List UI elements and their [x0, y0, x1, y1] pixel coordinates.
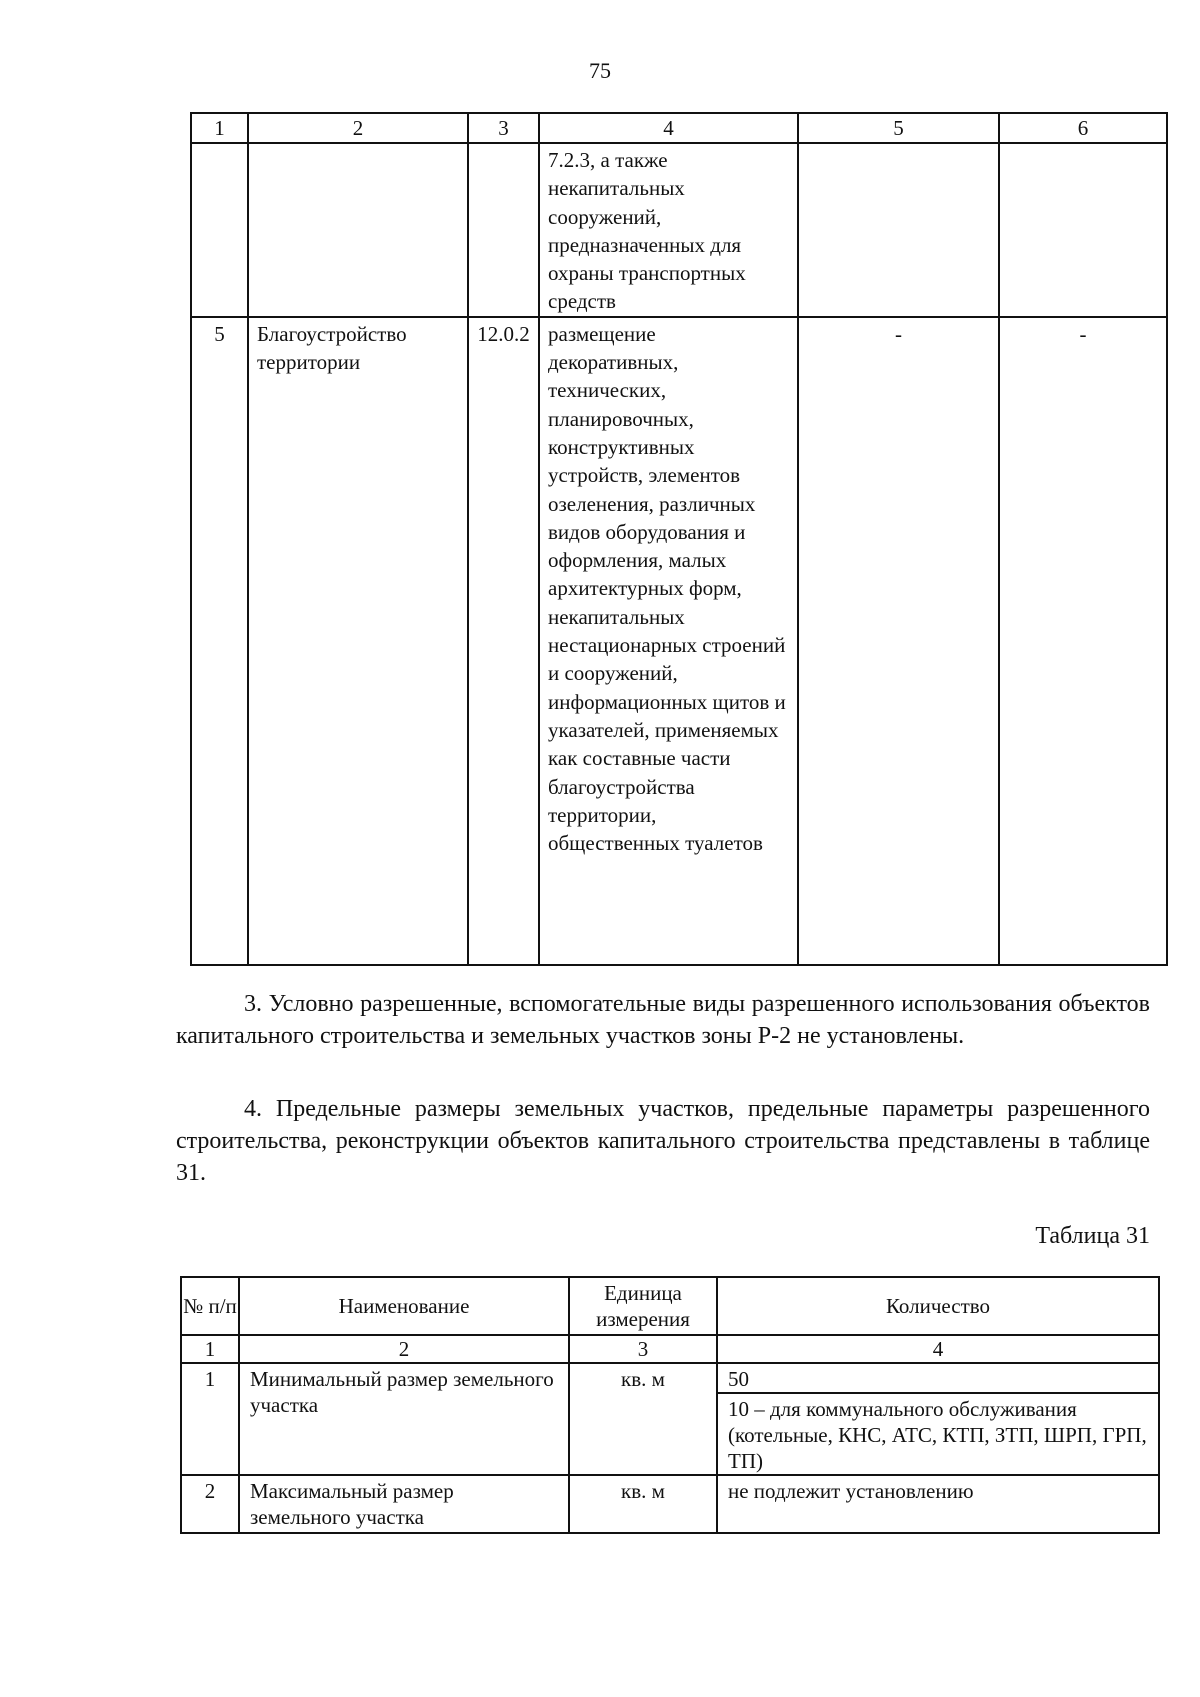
param-name: Максимальный размер земельного участка — [239, 1475, 569, 1533]
column-number: 1 — [181, 1335, 239, 1363]
param-unit: кв. м — [569, 1475, 717, 1533]
paragraph-4-text: 4. Предельные размеры земельных участков, предельные параметры разрешенного строительства, реконструкции объектов капитального строительства представлены в таблице 31. — [176, 1096, 1150, 1186]
column-number-row — [181, 1335, 1159, 1363]
header-qty: Количество — [717, 1277, 1159, 1335]
param-value: не подлежит установлению — [717, 1475, 1159, 1533]
parameters-table — [180, 1276, 1160, 1534]
table-header-row — [181, 1277, 1159, 1335]
page-number: 75 — [589, 58, 611, 83]
table-row — [191, 317, 1167, 965]
use-description: размещение декоративных, технических, планировочных, конструктивных устройств, элементов озеленения, различных видов оборудования и оформления, малых архитектурных форм, некапитальных нестационарных строений и сооружений, информационных щитов и указателей, применяемых как составные части благоустройства территории, общественных туалетов — [539, 317, 798, 965]
column-number: 4 — [539, 113, 798, 143]
column-number: 3 — [569, 1335, 717, 1363]
table-row — [181, 1363, 1159, 1393]
param-value-note: 10 – для коммунального обслуживания (котельные, КНС, АТС, КТП, ЗТП, ШРП, ГРП, ТП) — [717, 1393, 1159, 1475]
use-name — [248, 143, 468, 317]
column-number: 3 — [468, 113, 539, 143]
row-number: 2 — [181, 1475, 239, 1533]
use-name: Благоустройство территории — [248, 317, 468, 965]
column-number: 6 — [999, 113, 1167, 143]
table-row — [181, 1475, 1159, 1533]
column-number: 5 — [798, 113, 999, 143]
use-description: 7.2.3, а также некапитальных сооружений, предназначенных для охраны транспортных средств — [539, 143, 798, 317]
paragraph-3 — [176, 988, 1150, 1052]
header-name: Наименование — [239, 1277, 569, 1335]
row-number: 1 — [181, 1363, 239, 1475]
table-caption: Таблица 31 — [1035, 1223, 1150, 1249]
column-number: 4 — [717, 1335, 1159, 1363]
use-code — [468, 143, 539, 317]
table-header-row — [191, 113, 1167, 143]
row-number — [191, 143, 248, 317]
header-num: № п/п — [181, 1277, 239, 1335]
col6-value — [999, 143, 1167, 317]
land-use-table — [190, 112, 1168, 966]
use-code: 12.0.2 — [468, 317, 539, 965]
column-number: 1 — [191, 113, 248, 143]
table-row — [191, 143, 1167, 317]
column-number: 2 — [248, 113, 468, 143]
row-number: 5 — [191, 317, 248, 965]
param-value: 50 — [717, 1363, 1159, 1393]
header-unit: Единица измерения — [569, 1277, 717, 1335]
col6-value: - — [999, 317, 1167, 965]
paragraph-4 — [176, 1093, 1150, 1189]
col5-value — [798, 143, 999, 317]
param-name: Минимальный размер земельного участка — [239, 1363, 569, 1475]
param-unit: кв. м — [569, 1363, 717, 1475]
paragraph-3-text: 3. Условно разрешенные, вспомогательные виды разрешенного использования объектов капитального строительства и земельных участков зоны Р-2 не установлены. — [176, 991, 1150, 1049]
col5-value: - — [798, 317, 999, 965]
column-number: 2 — [239, 1335, 569, 1363]
